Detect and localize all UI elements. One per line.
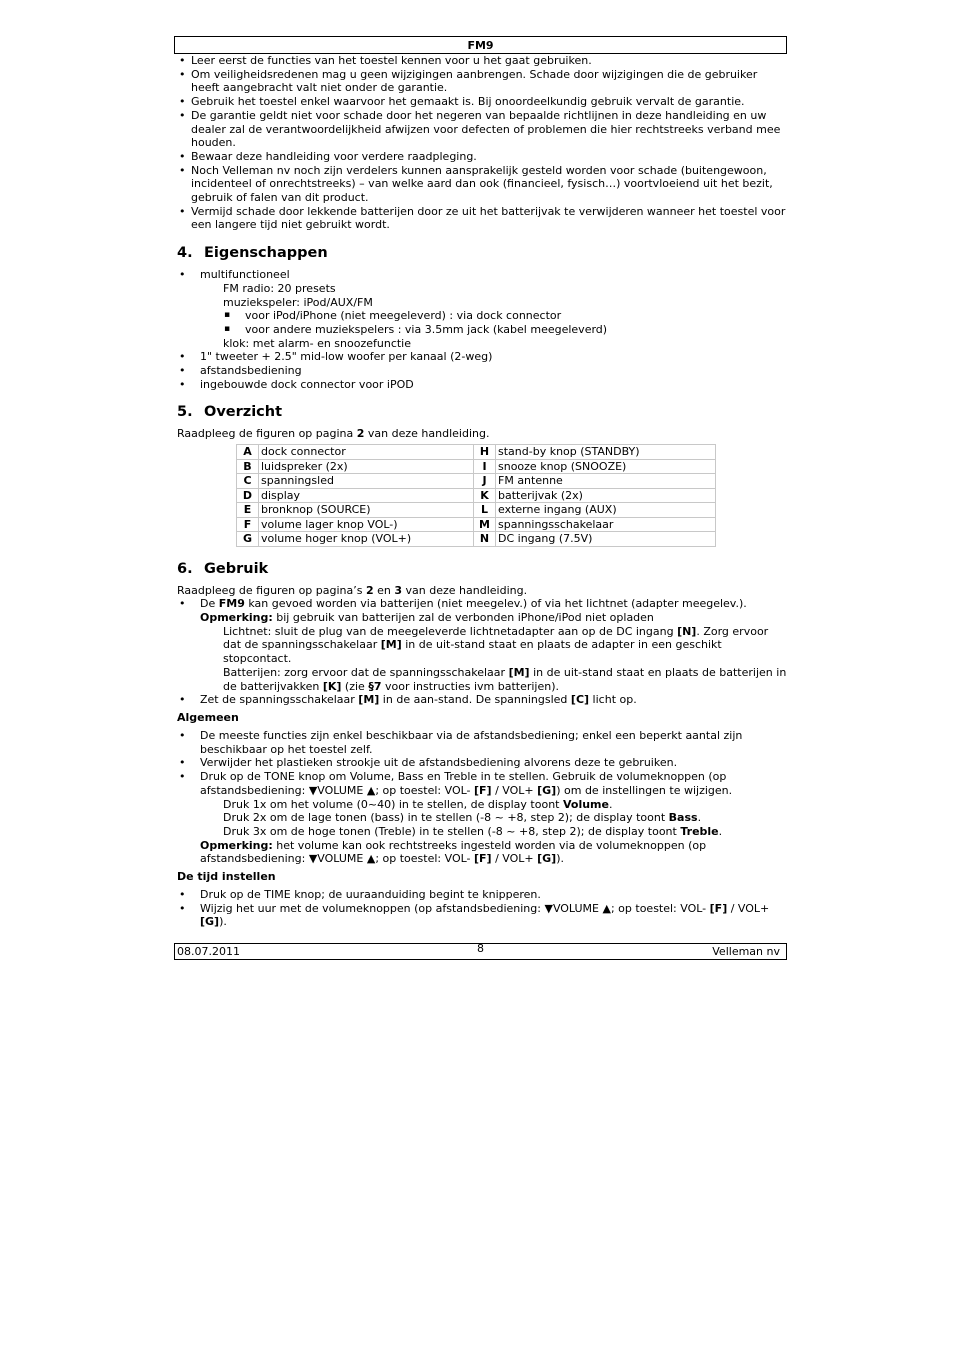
part-letter: H bbox=[474, 445, 496, 460]
power-list bbox=[174, 597, 787, 707]
part-description: FM antenne bbox=[496, 474, 716, 489]
parts-table bbox=[236, 444, 716, 547]
page-header-title: FM9 bbox=[174, 36, 787, 54]
footer-date: 08.07.2011 bbox=[177, 945, 240, 959]
volume-down-icon: ▼ bbox=[308, 852, 318, 866]
parts-row bbox=[237, 517, 716, 532]
part-letter: B bbox=[237, 459, 259, 474]
time-item: • Druk op de TIME knop; de uuraanduiding begint te knipperen. bbox=[200, 888, 787, 902]
feature-item: • multifunctioneel FM radio: 20 presets muziekspeler: iPod/AUX/FM ▪ voor iPod/iPhone (niet meegeleverd) : via dock connector ▪ voor andere muziekspelers : via 3.5mm jack (kabel meegeleverd) klok: met alarm- en snoozefunctie bbox=[200, 268, 787, 350]
feature-item: • afstandsbediening bbox=[200, 364, 787, 378]
footer-company: Velleman nv bbox=[712, 945, 780, 959]
part-description: snooze knop (SNOOZE) bbox=[496, 459, 716, 474]
part-letter: D bbox=[237, 488, 259, 503]
volume-note: Opmerking: het volume kan ook rechtstreeks ingesteld worden via de volumeknoppen (op afstandsbediening: ▼VOLUME ▲; op toestel: VOL- [F] / VOL+ [G]). bbox=[200, 838, 707, 866]
part-description: spanningsschakelaar bbox=[496, 517, 716, 532]
safety-item: • Om veiligheidsredenen mag u geen wijzigingen aanbrengen. Schade door wijzigingen die de gebruiker heeft aangebracht valt niet onder de garantie. bbox=[191, 68, 787, 95]
part-letter: A bbox=[237, 445, 259, 460]
part-letter: K bbox=[474, 488, 496, 503]
part-letter: G bbox=[237, 532, 259, 547]
part-description: dock connector bbox=[259, 445, 474, 460]
features-list bbox=[174, 268, 787, 391]
part-letter: E bbox=[237, 503, 259, 518]
subheading-algemeen: Algemeen bbox=[177, 711, 239, 724]
part-description: stand-by knop (STANDBY) bbox=[496, 445, 716, 460]
safety-item: • Leer eerst de functies van het toestel kennen voor u het gaat gebruiken. bbox=[191, 54, 787, 68]
feature-item: • 1" tweeter + 2.5" mid-low woofer per kanaal (2-weg) bbox=[200, 350, 787, 364]
part-letter: M bbox=[474, 517, 496, 532]
safety-item: • Vermijd schade door lekkende batterijen door ze uit het batterijvak te verwijderen wanneer het toestel voor een langere tijd niet gebruikt wordt. bbox=[191, 205, 787, 232]
safety-list bbox=[174, 54, 787, 232]
safety-item: • De garantie geldt niet voor schade door het negeren van bepaalde richtlijnen in deze handleiding en uw dealer zal de verantwoordelijkheid afwijzen voor defecten of problemen die hier rechtstreeks verband mee houden. bbox=[191, 109, 787, 150]
page-footer bbox=[174, 943, 787, 960]
parts-row bbox=[237, 474, 716, 489]
subheading-tijd-instellen: De tijd instellen bbox=[177, 870, 276, 884]
volume-up-icon: ▲ bbox=[602, 901, 611, 915]
part-description: bronknop (SOURCE) bbox=[259, 503, 474, 518]
player-subitem: ▪ voor iPod/iPhone (niet meegeleverd) : via dock connector bbox=[223, 309, 787, 323]
overview-intro: Raadpleeg de figuren op pagina 2 van deze handleiding. bbox=[177, 427, 490, 441]
parts-row bbox=[237, 445, 716, 460]
time-list bbox=[174, 888, 787, 929]
footer-page-number: 8 bbox=[477, 942, 484, 956]
battery-instructions: Batterijen: zorg ervoor dat de spanningsschakelaar [M] in de uit-stand staat en plaats de batterijen in de batterijvakken [K] (zie §7 voor instructies ivm batterijen). bbox=[223, 665, 787, 693]
part-letter: N bbox=[474, 532, 496, 547]
volume-down-icon: ▼ bbox=[308, 783, 318, 797]
part-description: volume lager knop VOL-) bbox=[259, 517, 474, 532]
safety-item: • Noch Velleman nv noch zijn verdelers kunnen aansprakelijk gesteld worden voor schade (buitengewoon, incidenteel of onrechtstreeks) – van welke aard dan ook (financieel, fysisch…) voortvloeiend uit het bezit, gebruik of falen van dit product. bbox=[191, 164, 787, 205]
manual-page bbox=[174, 36, 787, 960]
volume-up-icon: ▲ bbox=[366, 783, 376, 797]
section-heading-eigenschappen: 4. Eigenschappen bbox=[177, 245, 328, 262]
battery-note: Opmerking: bij gebruik van batterijen zal de verbonden iPhone/iPod niet opladen bbox=[200, 611, 654, 625]
general-item: • Verwijder het plastieken strookje uit de afstandsbediening alvorens deze te gebruiken. bbox=[200, 756, 787, 770]
volume-down-icon: ▼ bbox=[544, 901, 553, 915]
part-description: DC ingang (7.5V) bbox=[496, 532, 716, 547]
power-item: • De FM9 kan gevoed worden via batterijen (niet meegelev.) of via het lichtnet (adapter meegelev.). Opmerking: bij gebruik van batterijen zal de verbonden iPhone/iPod niet opladen Lichtnet: sluit de plug van de meegeleverde lichtnetadapter aan op de DC ingang [N]. Zorg ervoor dat de spanningsschakelaar [M] in de uit-stand staat en plaats de adapter in een geschikt stopcontact. Batterijen: zorg ervoor dat de spanningsschakelaar [M] in de uit-stand staat en plaats de batterijen in de batterijvakken [K] (zie §7 voor instructies ivm batterijen). bbox=[200, 597, 787, 693]
power-item: • Zet de spanningsschakelaar [M] in de aan-stand. De spanningsled [C] licht op. bbox=[200, 693, 787, 707]
parts-row bbox=[237, 488, 716, 503]
player-sublist bbox=[223, 309, 787, 336]
part-description: spanningsled bbox=[259, 474, 474, 489]
parts-row bbox=[237, 459, 716, 474]
mains-instructions: Lichtnet: sluit de plug van de meegeleverde lichtnetadapter aan op de DC ingang [N]. Zorg ervoor dat de spanningsschakelaar [M] in de uit-stand staat en plaats de adapter in een geschikt stopcontact. bbox=[223, 624, 769, 666]
parts-row bbox=[237, 532, 716, 547]
feature-item: • ingebouwde dock connector voor iPOD bbox=[200, 378, 787, 392]
section-heading-gebruik: 6. Gebruik bbox=[177, 560, 269, 577]
section-heading-overzicht: 5. Overzicht bbox=[177, 404, 283, 421]
part-description: volume hoger knop (VOL+) bbox=[259, 532, 474, 547]
part-description: luidspreker (2x) bbox=[259, 459, 474, 474]
general-item: • Druk op de TONE knop om Volume, Bass en Treble in te stellen. Gebruik de volumeknoppen (op afstandsbediening: ▼VOLUME ▲; op toestel: VOL- [F] / VOL+ [G]) om de instellingen te wijzigen. Druk 1x om het volume (0~40) in te stellen, de display toont Volume. Druk 2x om de lage tonen (bass) in te stellen (-8 ~ +8, step 2); de display toont Bass. Druk 3x om de hoge tonen (Treble) in te stellen (-8 ~ +8, step 2); de display toont Treble. Opmerking: het volume kan ook rechtstreeks ingesteld worden via de volumeknoppen (op afstandsbediening: ▼VOLUME ▲; op toestel: VOL- [F] / VOL+ [G]). bbox=[200, 770, 787, 866]
part-description: display bbox=[259, 488, 474, 503]
part-letter: I bbox=[474, 459, 496, 474]
safety-item: • Gebruik het toestel enkel waarvoor het gemaakt is. Bij onoordeelkundig gebruik vervalt de garantie. bbox=[191, 95, 787, 109]
volume-up-icon: ▲ bbox=[366, 852, 376, 866]
parts-row bbox=[237, 503, 716, 518]
time-item: • Wijzig het uur met de volumeknoppen (op afstandsbediening: ▼VOLUME ▲; op toestel: VOL- [F] / VOL+ [G]). bbox=[200, 902, 787, 929]
general-item: • De meeste functies zijn enkel beschikbaar via de afstandsbediening; enkel een beperkt aantal zijn beschikbaar op het toestel zelf. bbox=[200, 729, 787, 756]
general-list bbox=[174, 729, 787, 866]
part-description: batterijvak (2x) bbox=[496, 488, 716, 503]
part-letter: C bbox=[237, 474, 259, 489]
player-subitem: ▪ voor andere muziekspelers : via 3.5mm jack (kabel meegeleverd) bbox=[223, 323, 787, 337]
part-letter: J bbox=[474, 474, 496, 489]
usage-intro: Raadpleeg de figuren op pagina’s 2 en 3 van deze handleiding. bbox=[177, 583, 528, 597]
part-letter: F bbox=[237, 517, 259, 532]
part-description: externe ingang (AUX) bbox=[496, 503, 716, 518]
part-letter: L bbox=[474, 503, 496, 518]
safety-item: • Bewaar deze handleiding voor verdere raadpleging. bbox=[191, 150, 787, 164]
